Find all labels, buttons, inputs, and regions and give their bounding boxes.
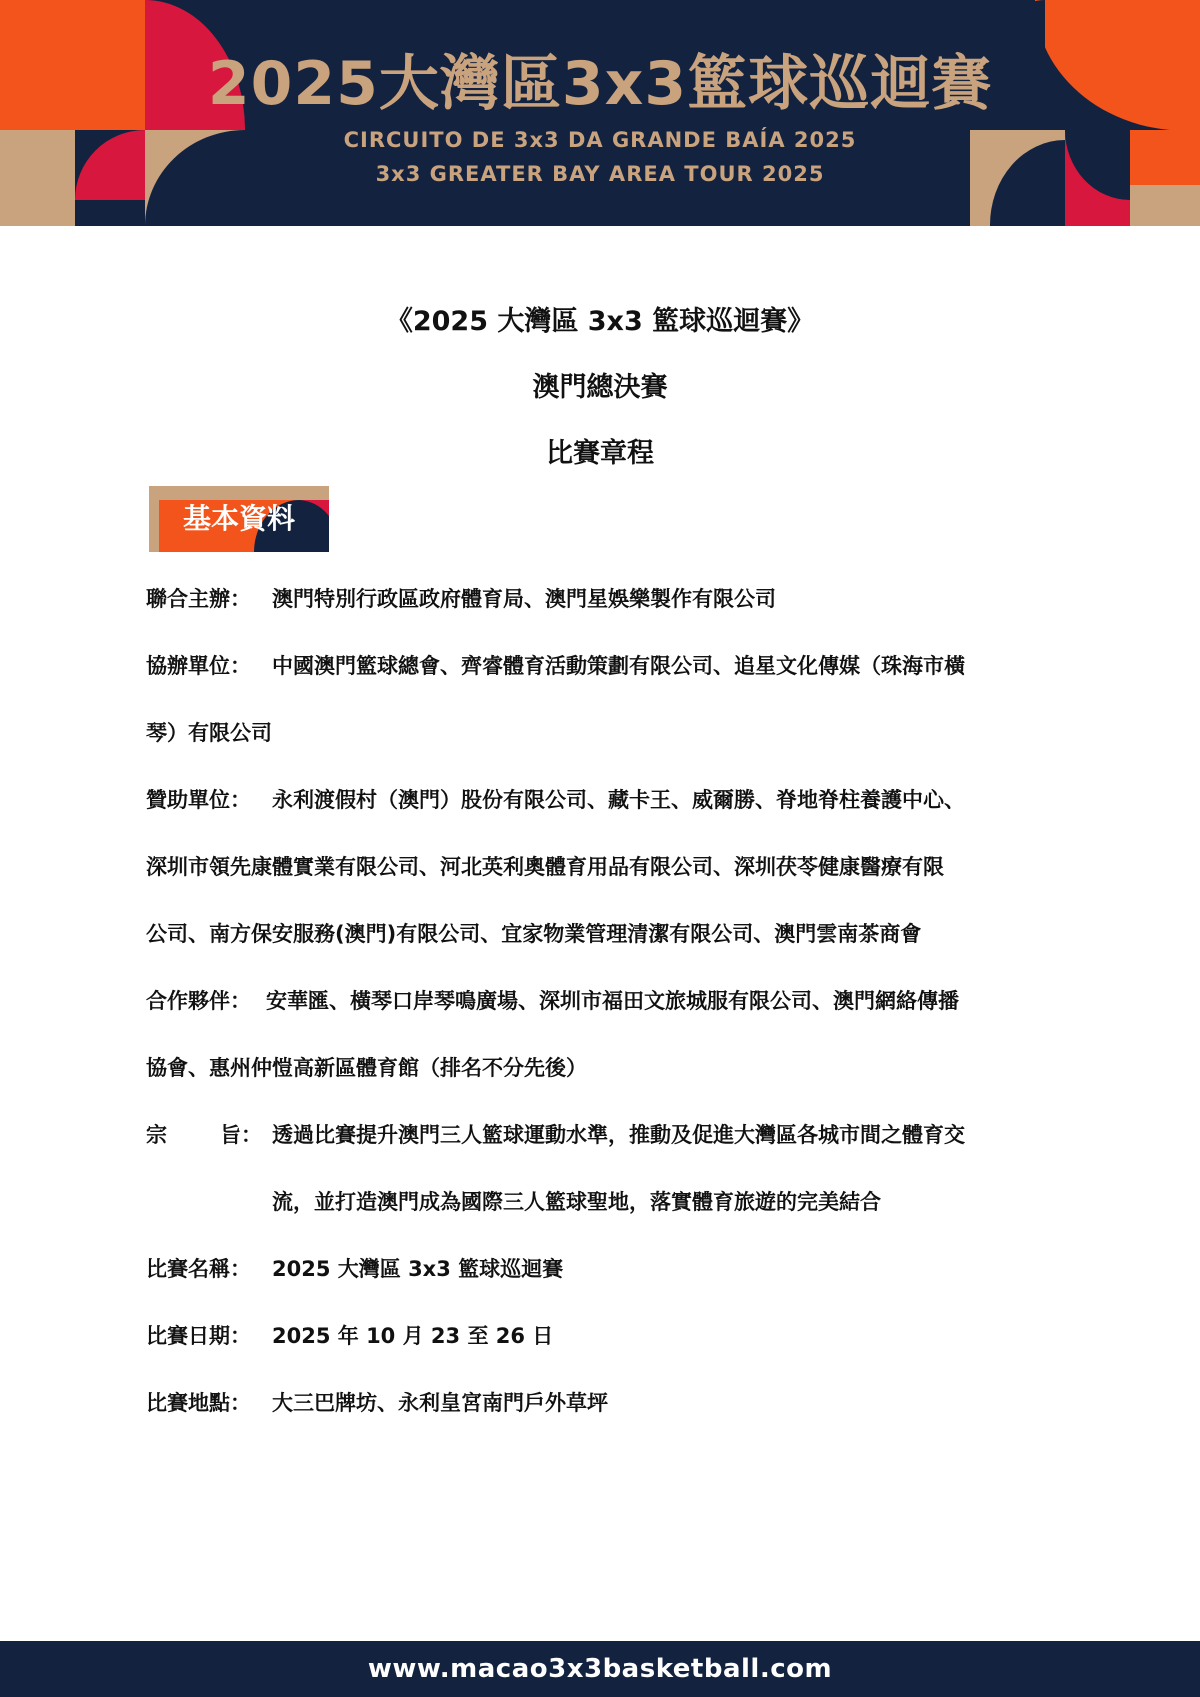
organizers-value: 澳門特別行政區政府體育局、澳門星娛樂製作有限公司 [272, 587, 776, 611]
sponsors-value-line1: 永利渡假村（澳門）股份有限公司、藏卡王、威爾勝、脊地脊柱養護中心、 [272, 788, 965, 812]
event-venue-label: 比賽地點： [146, 1391, 251, 1415]
footer-bar [0, 1641, 1200, 1697]
info-row-partners-cont [146, 1035, 1076, 1102]
purpose-label-char1: 宗 [146, 1123, 167, 1147]
info-row-purpose-cont [146, 1169, 1076, 1236]
partners-value-line2: 協會、惠州仲愷高新區體育館（排名不分先後） [146, 1056, 587, 1080]
purpose-label [146, 1102, 262, 1169]
info-row-purpose [146, 1102, 1076, 1169]
sponsors-value-line3: 公司、南方保安服務(澳門)有限公司、宜家物業管理清潔有限公司、澳門雲南茶商會 [146, 922, 922, 946]
event-date-label: 比賽日期： [146, 1324, 251, 1348]
organizers-label: 聯合主辦： [146, 587, 251, 611]
basic-info-list [146, 566, 1076, 1437]
info-row-co-organizers [146, 633, 1076, 700]
co-organizers-label: 協辦單位： [146, 654, 251, 678]
purpose-value-line2: 流，並打造澳門成為國際三人籃球聖地，落實體育旅遊的完美結合 [272, 1190, 881, 1214]
info-row-event-date [146, 1303, 1076, 1370]
header-banner [0, 0, 1200, 226]
co-organizers-value-line2: 琴）有限公司 [146, 721, 272, 745]
info-row-sponsors-cont2 [146, 901, 1076, 968]
footer-website-url[interactable]: www.macao3x3basketball.com [367, 1654, 833, 1684]
sponsors-value-line2: 深圳市領先康體實業有限公司、河北英利奧體育用品有限公司、深圳茯苓健康醫療有限 [146, 855, 944, 879]
event-name-value: 2025 大灣區 3x3 籃球巡迴賽 [272, 1257, 564, 1281]
event-venue-value: 大三巴牌坊、永利皇宮南門戶外草坪 [272, 1391, 608, 1415]
info-row-event-venue [146, 1370, 1076, 1437]
co-organizers-value-line1: 中國澳門籃球總會、齊睿體育活動策劃有限公司、追星文化傳媒（珠海市橫 [272, 654, 965, 678]
info-row-partners [146, 968, 1076, 1035]
banner-title: 2025大灣區3x3籃球巡迴賽 [207, 49, 993, 119]
info-row-organizers [146, 566, 1076, 633]
banner-subtitle-portuguese: CIRCUITO DE 3x3 DA GRANDE BAÍA 2025 [343, 128, 857, 152]
document-title: 《2025 大灣區 3x3 籃球巡迴賽》 [385, 306, 815, 337]
sponsors-label: 贊助單位： [146, 788, 251, 812]
document-subtitle: 澳門總決賽 [532, 372, 668, 403]
info-row-event-name [146, 1236, 1076, 1303]
purpose-indent-spacer [146, 1169, 272, 1236]
banner-subtitle-english: 3x3 GREATER BAY AREA TOUR 2025 [375, 162, 825, 186]
info-row-sponsors-cont1 [146, 834, 1076, 901]
purpose-label-char2: 旨： [220, 1123, 262, 1147]
section-badge-label: 基本資料 [182, 502, 295, 535]
purpose-value-line1: 透過比賽提升澳門三人籃球運動水準，推動及促進大灣區各城市間之體育交 [272, 1123, 965, 1147]
section-badge-basic-info [149, 486, 329, 552]
event-name-label: 比賽名稱： [146, 1257, 251, 1281]
partners-label: 合作夥伴： [146, 989, 251, 1013]
info-row-sponsors [146, 767, 1076, 834]
event-date-value: 2025 年 10 月 23 至 26 日 [272, 1324, 554, 1348]
document-heading: 比賽章程 [546, 438, 654, 469]
partners-value-line1: 安華匯、橫琴口岸琴鳴廣場、深圳市福田文旅城服有限公司、澳門網絡傳播 [266, 989, 959, 1013]
info-row-co-organizers-cont [146, 700, 1076, 767]
